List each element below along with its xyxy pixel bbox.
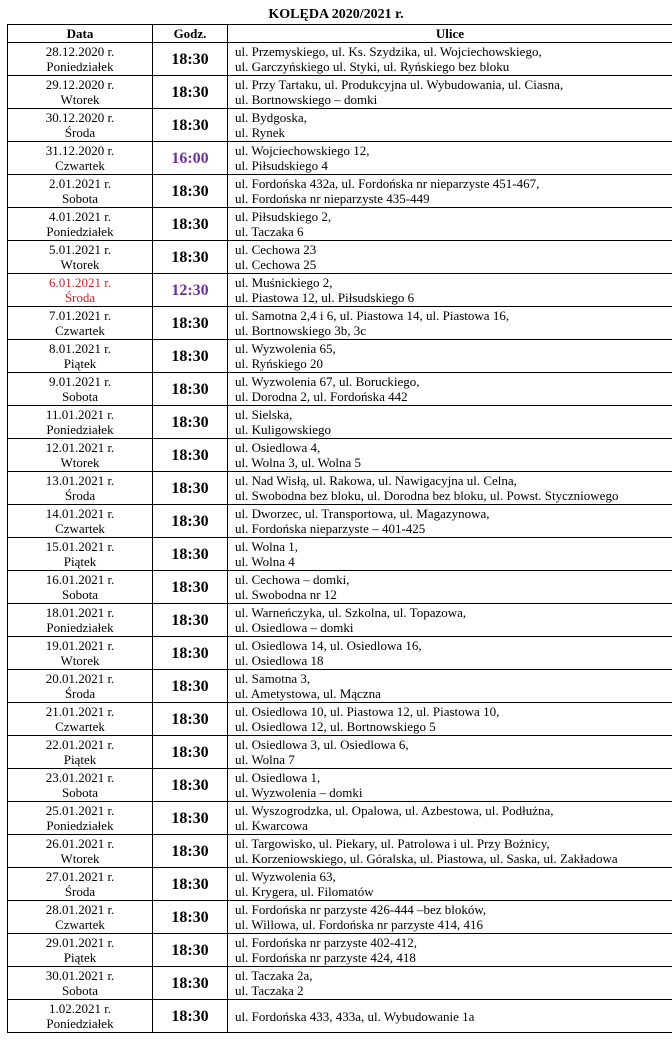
date-value: 12.01.2021 r. (45, 440, 115, 455)
table-row (8, 538, 672, 571)
table-row (8, 439, 672, 472)
date-cell (8, 769, 153, 802)
street-line: ul. Fordońska nieparzyste – 401-425 (235, 521, 426, 536)
street-line: ul. Kwarcowa (235, 818, 308, 833)
date-value: 22.01.2021 r. (45, 737, 115, 752)
date-value: 9.01.2021 r. (48, 374, 112, 389)
street-line: ul. Samotna 2,4 i 6, ul. Piastowa 14, ul. Piastowa 16, (235, 308, 510, 323)
street-line: ul. Cechowa 23 (235, 242, 317, 257)
street-line: ul. Przemyskiego, ul. Ks. Szydzika, ul. Wojciechowskiego, (235, 44, 542, 59)
date-cell (8, 901, 153, 934)
street-line: ul. Willowa, ul. Fordońska nr parzyste 414, 416 (235, 917, 484, 932)
time-cell: 18:30 (153, 1000, 228, 1033)
street-line: ul. Wolna 4 (235, 554, 295, 569)
date-cell (8, 472, 153, 505)
date-cell (8, 439, 153, 472)
street-line: ul. Bortnowskiego 3b, 3c (235, 323, 367, 338)
table-row (8, 637, 672, 670)
streets-cell (228, 736, 672, 769)
weekday-value: Środa (64, 290, 96, 305)
street-line: ul. Wyzwolenia 65, (235, 341, 336, 356)
streets-cell (228, 241, 672, 274)
table-row (8, 406, 672, 439)
streets-cell (228, 670, 672, 703)
table-row (8, 340, 672, 373)
table-row (8, 967, 672, 1000)
street-line: ul. Osiedlowa 4, (235, 440, 321, 455)
time-cell: 18:30 (153, 109, 228, 142)
date-cell (8, 208, 153, 241)
table-row (8, 769, 672, 802)
weekday-value: Poniedziałek (46, 224, 114, 239)
street-line: ul. Wyszogrodzka, ul. Opalowa, ul. Azbestowa, ul. Podłużna, (235, 803, 554, 818)
street-line: ul. Osiedlowa 18 (235, 653, 324, 668)
date-cell (8, 1000, 153, 1033)
street-line: ul. Dworzec, ul. Transportowa, ul. Magazynowa, (235, 506, 490, 521)
time-cell: 18:30 (153, 472, 228, 505)
date-value: 6.01.2021 r. (48, 275, 112, 290)
streets-cell (228, 538, 672, 571)
street-line: ul. Krygera, ul. Filomatów (235, 884, 374, 899)
table-row (8, 505, 672, 538)
time-cell: 18:30 (153, 670, 228, 703)
date-cell (8, 802, 153, 835)
street-line: ul. Cechowa 25 (235, 257, 317, 272)
table-row (8, 1000, 672, 1033)
table-row (8, 604, 672, 637)
weekday-value: Czwartek (55, 323, 105, 338)
weekday-value: Piątek (63, 752, 97, 767)
street-line: ul. Piłsudskiego 4 (235, 158, 328, 173)
time-cell: 16:00 (153, 142, 228, 175)
streets-cell (228, 1000, 672, 1033)
street-line: ul. Wolna 3, ul. Wolna 5 (235, 455, 361, 470)
time-cell: 18:30 (153, 571, 228, 604)
street-line: ul. Osiedlowa 3, ul. Osiedlowa 6, (235, 737, 409, 752)
streets-cell (228, 340, 672, 373)
date-value: 18.01.2021 r. (45, 605, 115, 620)
date-value: 28.01.2021 r. (45, 902, 115, 917)
time-cell: 18:30 (153, 175, 228, 208)
street-line: ul. Ryńskiego 20 (235, 356, 323, 371)
date-cell (8, 835, 153, 868)
table-row (8, 868, 672, 901)
date-value: 7.01.2021 r. (48, 308, 112, 323)
streets-cell (228, 76, 672, 109)
time-cell: 18:30 (153, 406, 228, 439)
date-value: 14.01.2021 r. (45, 506, 115, 521)
streets-cell (228, 868, 672, 901)
street-line: ul. Dorodna 2, ul. Fordońska 442 (235, 389, 408, 404)
weekday-value: Poniedziałek (46, 1016, 114, 1031)
weekday-value: Sobota (61, 983, 99, 998)
table-row (8, 76, 672, 109)
date-cell (8, 307, 153, 340)
table-row (8, 802, 672, 835)
date-value: 13.01.2021 r. (45, 473, 115, 488)
weekday-value: Czwartek (55, 158, 105, 173)
table-row (8, 274, 672, 307)
date-value: 1.02.2021 r. (48, 1001, 112, 1016)
date-cell (8, 934, 153, 967)
date-cell (8, 373, 153, 406)
page-title: KOLĘDA 2020/2021 r. (268, 7, 404, 22)
weekday-value: Sobota (61, 389, 99, 404)
date-cell (8, 241, 153, 274)
date-value: 26.01.2021 r. (45, 836, 115, 851)
street-line: ul. Wojciechowskiego 12, (235, 143, 370, 158)
date-value: 20.01.2021 r. (45, 671, 115, 686)
street-line: ul. Osiedlowa 14, ul. Osiedlowa 16, (235, 638, 422, 653)
street-line: ul. Cechowa – domki, (235, 572, 350, 587)
streets-cell (228, 406, 672, 439)
header-time: Godz. (153, 25, 228, 43)
street-line: ul. Taczaka 6 (235, 224, 304, 239)
weekday-value: Poniedziałek (46, 818, 114, 833)
table-row (8, 472, 672, 505)
street-line: ul. Taczaka 2 (235, 983, 304, 998)
date-cell (8, 538, 153, 571)
time-cell: 18:30 (153, 505, 228, 538)
date-cell (8, 604, 153, 637)
time-cell: 18:30 (153, 76, 228, 109)
table-row (8, 307, 672, 340)
date-cell (8, 175, 153, 208)
streets-cell (228, 802, 672, 835)
date-cell (8, 142, 153, 175)
time-cell: 18:30 (153, 703, 228, 736)
date-cell (8, 340, 153, 373)
header-streets: Ulice (228, 25, 672, 43)
streets-cell (228, 439, 672, 472)
streets-cell (228, 604, 672, 637)
weekday-value: Wtorek (60, 653, 100, 668)
streets-cell (228, 373, 672, 406)
street-line: ul. Fordońska nr parzyste 424, 418 (235, 950, 416, 965)
streets-cell (228, 637, 672, 670)
streets-cell (228, 43, 672, 76)
time-cell: 18:30 (153, 208, 228, 241)
weekday-value: Wtorek (60, 455, 100, 470)
time-cell: 18:30 (153, 241, 228, 274)
weekday-value: Czwartek (55, 719, 105, 734)
date-value: 29.01.2021 r. (45, 935, 115, 950)
street-line: ul. Bydgoska, (235, 110, 307, 125)
street-line: ul. Sielska, (235, 407, 293, 422)
date-cell (8, 703, 153, 736)
weekday-value: Sobota (61, 191, 99, 206)
date-value: 16.01.2021 r. (45, 572, 115, 587)
date-value: 23.01.2021 r. (45, 770, 115, 785)
date-cell (8, 670, 153, 703)
streets-cell (228, 505, 672, 538)
streets-cell (228, 769, 672, 802)
weekday-value: Środa (64, 884, 96, 899)
streets-cell (228, 967, 672, 1000)
date-value: 2.01.2021 r. (48, 176, 112, 191)
streets-cell (228, 901, 672, 934)
date-cell (8, 736, 153, 769)
street-line: ul. Osiedlowa – domki (235, 620, 354, 635)
streets-cell (228, 175, 672, 208)
street-line: ul. Taczaka 2a, (235, 968, 313, 983)
date-cell (8, 109, 153, 142)
weekday-value: Poniedziałek (46, 422, 114, 437)
date-value: 25.01.2021 r. (45, 803, 115, 818)
street-line: ul. Fordońska nr parzyste 402-412, (235, 935, 417, 950)
time-cell: 18:30 (153, 373, 228, 406)
streets-cell (228, 208, 672, 241)
time-cell: 18:30 (153, 307, 228, 340)
table-row (8, 571, 672, 604)
date-value: 30.01.2021 r. (45, 968, 115, 983)
street-line: ul. Swobodna bez bloku, ul. Dorodna bez bloku, ul. Powst. Styczniowego (235, 488, 619, 503)
time-cell: 18:30 (153, 43, 228, 76)
weekday-value: Wtorek (60, 257, 100, 272)
time-cell: 18:30 (153, 340, 228, 373)
time-cell: 18:30 (153, 604, 228, 637)
streets-cell (228, 274, 672, 307)
weekday-value: Czwartek (55, 917, 105, 932)
time-cell: 18:30 (153, 538, 228, 571)
time-cell: 18:30 (153, 637, 228, 670)
street-line: ul. Piastowa 12, ul. Piłsudskiego 6 (235, 290, 415, 305)
date-cell (8, 76, 153, 109)
schedule-table (7, 24, 672, 1033)
table-row (8, 241, 672, 274)
streets-cell (228, 109, 672, 142)
table-row (8, 703, 672, 736)
time-cell: 18:30 (153, 769, 228, 802)
street-line: ul. Wyzwolenia – domki (235, 785, 363, 800)
street-line: ul. Kuligowskiego (235, 422, 332, 437)
weekday-value: Poniedziałek (46, 620, 114, 635)
time-cell: 18:30 (153, 901, 228, 934)
street-line: ul. Osiedlowa 10, ul. Piastowa 12, ul. Piastowa 10, (235, 704, 500, 719)
street-line: ul. Rynek (235, 125, 286, 140)
time-cell: 18:30 (153, 868, 228, 901)
time-cell: 18:30 (153, 967, 228, 1000)
streets-cell (228, 835, 672, 868)
weekday-value: Wtorek (60, 92, 100, 107)
weekday-value: Środa (64, 125, 96, 140)
date-value: 31.12.2020 r. (45, 143, 115, 158)
table-row (8, 901, 672, 934)
time-cell: 18:30 (153, 835, 228, 868)
street-line: ul. Osiedlowa 1, (235, 770, 321, 785)
date-cell (8, 637, 153, 670)
street-line: ul. Fordońska 433, 433a, ul. Wybudowanie 1a (235, 1008, 475, 1024)
street-line: ul. Fordońska 432a, ul. Fordońska nr nieparzyste 451-467, (235, 176, 540, 191)
date-value: 28.12.2020 r. (45, 44, 115, 59)
table-row (8, 934, 672, 967)
weekday-value: Wtorek (60, 851, 100, 866)
table-row (8, 835, 672, 868)
street-line: ul. Korzeniowskiego, ul. Góralska, ul. Piastowa, ul. Saska, ul. Zakładowa (235, 851, 618, 866)
street-line: ul. Garczyńskiego ul. Styki, ul. Ryńskiego bez bloku (235, 59, 510, 74)
streets-cell (228, 934, 672, 967)
date-cell (8, 505, 153, 538)
street-line: ul. Ametystowa, ul. Mączna (235, 686, 381, 701)
weekday-value: Sobota (61, 587, 99, 602)
street-line: ul. Samotna 3, (235, 671, 311, 686)
streets-cell (228, 142, 672, 175)
table-row (8, 736, 672, 769)
time-cell: 18:30 (153, 934, 228, 967)
time-cell: 12:30 (153, 274, 228, 307)
date-cell (8, 868, 153, 901)
weekday-value: Piątek (63, 356, 97, 371)
street-line: ul. Piłsudskiego 2, (235, 209, 332, 224)
street-line: ul. Przy Tartaku, ul. Produkcyjna ul. Wybudowania, ul. Ciasna, (235, 77, 564, 92)
street-line: ul. Wyzwolenia 63, (235, 869, 336, 884)
table-row (8, 208, 672, 241)
date-value: 11.01.2021 r. (45, 407, 115, 422)
street-line: ul. Wyzwolenia 67, ul. Boruckiego, (235, 374, 420, 389)
weekday-value: Czwartek (55, 521, 105, 536)
street-line: ul. Osiedlowa 12, ul. Bortnowskiego 5 (235, 719, 436, 734)
street-line: ul. Targowisko, ul. Piekary, ul. Patrolowa i ul. Przy Bożnicy, (235, 836, 550, 851)
table-row (8, 670, 672, 703)
date-value: 8.01.2021 r. (48, 341, 112, 356)
date-cell (8, 43, 153, 76)
date-value: 27.01.2021 r. (45, 869, 115, 884)
table-row (8, 175, 672, 208)
street-line: ul. Wolna 7 (235, 752, 295, 767)
weekday-value: Środa (64, 686, 96, 701)
streets-cell (228, 571, 672, 604)
date-value: 5.01.2021 r. (48, 242, 112, 257)
header-row (8, 25, 672, 43)
street-line: ul. Muśnickiego 2, (235, 275, 333, 290)
date-value: 19.01.2021 r. (45, 638, 115, 653)
time-cell: 18:30 (153, 802, 228, 835)
date-cell (8, 571, 153, 604)
weekday-value: Poniedziałek (46, 59, 114, 74)
date-value: 21.01.2021 r. (45, 704, 115, 719)
time-cell: 18:30 (153, 736, 228, 769)
streets-cell (228, 703, 672, 736)
date-value: 30.12.2020 r. (45, 110, 115, 125)
date-value: 15.01.2021 r. (45, 539, 115, 554)
street-line: ul. Fordońska nr parzyste 426-444 –bez bloków, (235, 902, 487, 917)
street-line: ul. Bortnowskiego – domki (235, 92, 378, 107)
table-row (8, 373, 672, 406)
weekday-value: Sobota (61, 785, 99, 800)
table-row (8, 142, 672, 175)
table-row (8, 43, 672, 76)
date-value: 29.12.2020 r. (45, 77, 115, 92)
street-line: ul. Wolna 1, (235, 539, 298, 554)
header-date: Data (8, 25, 153, 43)
table-row (8, 109, 672, 142)
street-line: ul. Warneńczyka, ul. Szkolna, ul. Topazowa, (235, 605, 467, 620)
date-cell (8, 406, 153, 439)
time-cell: 18:30 (153, 439, 228, 472)
weekday-value: Piątek (63, 950, 97, 965)
street-line: ul. Nad Wisłą, ul. Rakowa, ul. Nawigacyjna ul. Celna, (235, 473, 517, 488)
date-cell (8, 274, 153, 307)
schedule-body (8, 43, 672, 1033)
weekday-value: Piątek (63, 554, 97, 569)
streets-cell (228, 307, 672, 340)
streets-cell (228, 472, 672, 505)
date-cell (8, 967, 153, 1000)
weekday-value: Środa (64, 488, 96, 503)
street-line: ul. Swobodna nr 12 (235, 587, 337, 602)
street-line: ul. Fordońska nr nieparzyste 435-449 (235, 191, 430, 206)
date-value: 4.01.2021 r. (48, 209, 112, 224)
